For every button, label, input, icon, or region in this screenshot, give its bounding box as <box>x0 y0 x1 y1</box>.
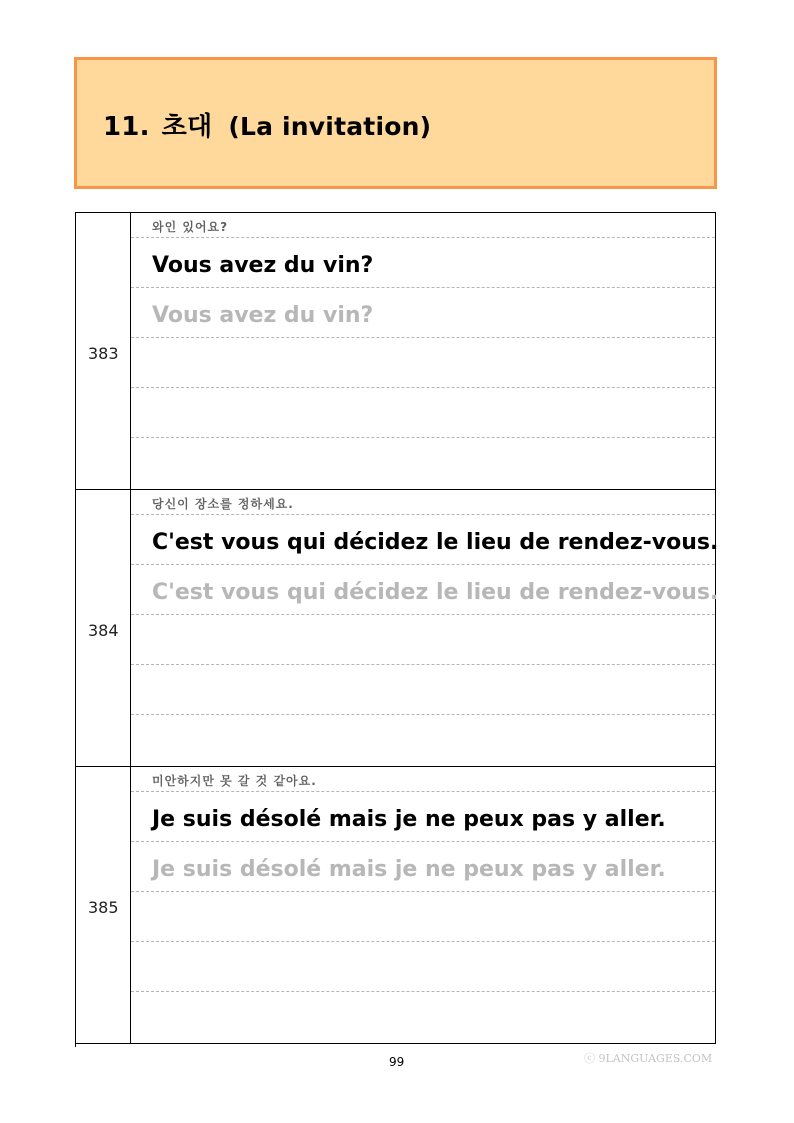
practice-entry <box>75 766 715 1043</box>
entry-number: 384 <box>88 621 119 640</box>
writing-lines <box>131 213 715 489</box>
guide-line <box>131 614 715 665</box>
french-trace-sentence: Je suis désolé mais je ne peux pas y aller. <box>152 857 666 882</box>
copyright-notice: ⓒ 9LANGUAGES.COM <box>584 1052 713 1065</box>
french-sentence: Vous avez du vin? <box>152 253 374 278</box>
korean-prompt: 당신이 장소를 정하세요. <box>152 497 294 511</box>
writing-lines <box>131 490 719 766</box>
chapter-number: 11. <box>103 112 150 142</box>
guide-line <box>131 387 715 438</box>
korean-prompt: 와인 있어요? <box>152 220 229 234</box>
entry-number-cell <box>75 490 131 766</box>
entry-number-cell <box>75 213 131 489</box>
guide-line <box>131 664 715 715</box>
guide-line <box>131 941 715 992</box>
guide-line <box>131 337 715 388</box>
practice-entry <box>75 489 719 766</box>
entry-number: 383 <box>88 344 119 363</box>
chapter-title-french: (La invitation) <box>228 112 432 141</box>
french-trace-sentence: Vous avez du vin? <box>152 303 374 328</box>
page-number: 99 <box>389 1055 405 1069</box>
french-sentence: Je suis désolé mais je ne peux pas y aller. <box>152 807 666 832</box>
entry-number: 385 <box>88 898 119 917</box>
practice-entry <box>75 213 715 489</box>
chapter-title-korean: 초대 <box>161 112 213 142</box>
french-sentence: C'est vous qui décidez le lieu de rendez-vous. <box>152 530 719 555</box>
writing-lines <box>131 767 715 1043</box>
practice-table <box>75 212 719 1044</box>
guide-line <box>131 891 715 942</box>
chapter-title <box>103 106 431 143</box>
entry-number-cell <box>75 767 131 1043</box>
chapter-title-box <box>74 57 717 189</box>
korean-prompt: 미안하지만 못 갈 것 같아요. <box>152 774 317 788</box>
french-trace-sentence: C'est vous qui décidez le lieu de rendez-vous. <box>152 580 719 605</box>
